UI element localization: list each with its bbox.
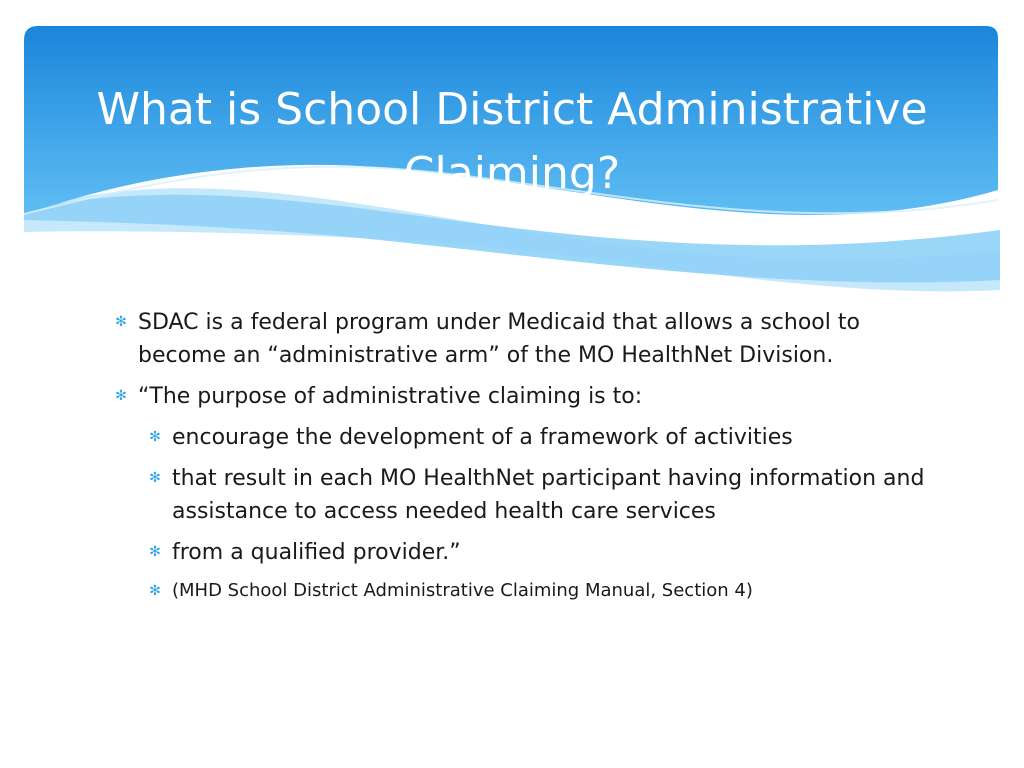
asterisk-bullet-icon: ✻ [149, 429, 161, 445]
asterisk-bullet-icon: ✻ [149, 470, 161, 486]
asterisk-bullet-icon: ✻ [149, 583, 161, 599]
asterisk-bullet-icon: ✻ [149, 544, 161, 560]
asterisk-bullet-icon: ✻ [115, 388, 127, 404]
sub-bullet-item [104, 536, 944, 569]
bullet-text: “The purpose of administrative claiming is to: [138, 384, 643, 409]
sub-bullet-text: from a qualified provider.” [172, 540, 461, 565]
bullet-text: SDAC is a federal program under Medicaid that allows a school to become an “administrative arm” of the MO HealthNet Division. [138, 310, 860, 368]
slide-title: What is School District Administrative Claiming? [96, 84, 928, 199]
sub-bullet-item [104, 462, 944, 528]
slide-body [104, 306, 944, 613]
bullet-item [104, 306, 944, 372]
asterisk-bullet-icon: ✻ [115, 314, 127, 330]
sub-bullet-item-citation [104, 577, 944, 605]
sub-bullet-item [104, 421, 944, 454]
bullet-item [104, 380, 944, 413]
sub-bullet-text: that result in each MO HealthNet participant having information and assistance to access needed health care services [172, 466, 925, 524]
citation-text: (MHD School District Administrative Claiming Manual, Section 4) [172, 580, 753, 601]
sub-bullet-text: encourage the development of a framework of activities [172, 425, 793, 450]
